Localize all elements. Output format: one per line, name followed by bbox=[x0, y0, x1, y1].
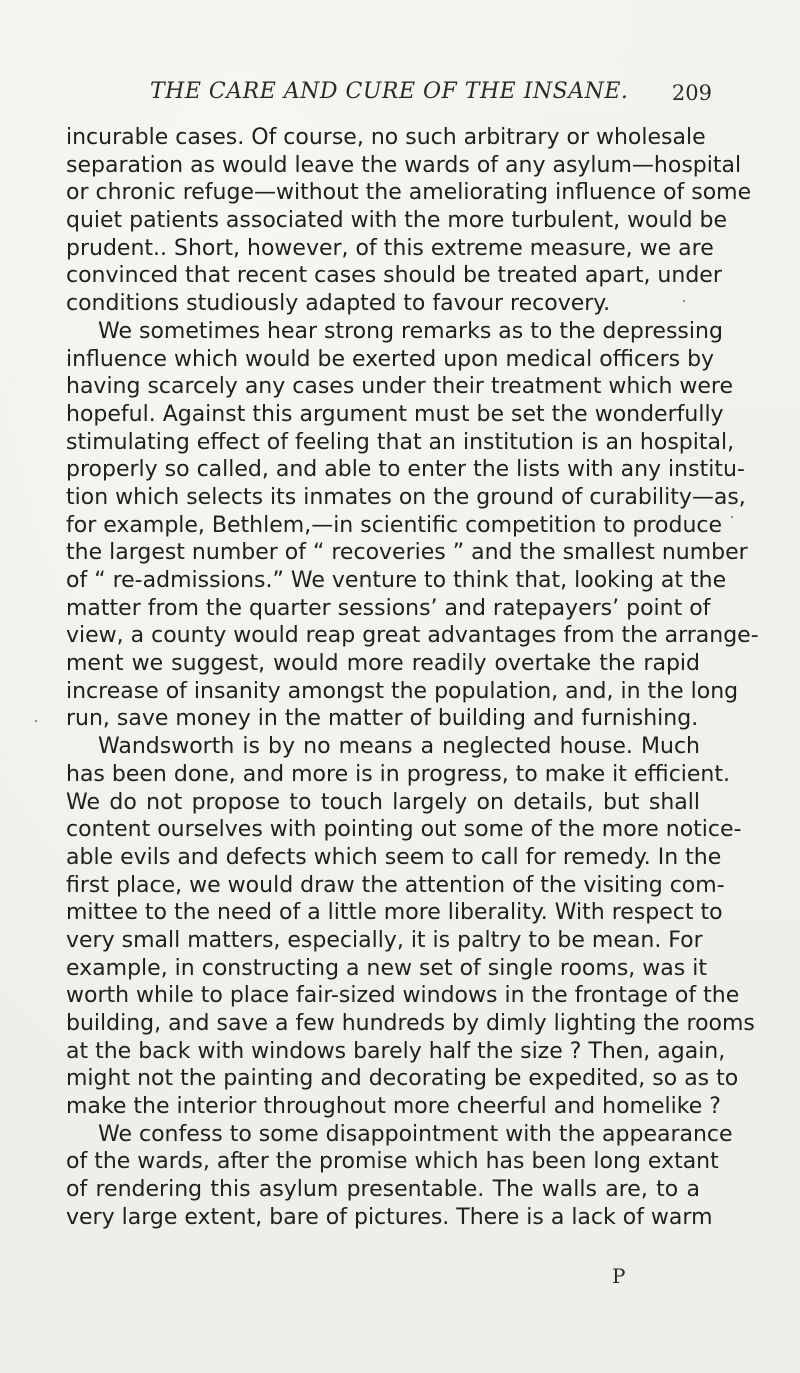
text-line: stimulating effect of feeling that an institution is an hospital, bbox=[66, 429, 735, 455]
paragraph-start-line: We confess to some disappointment with the appearance bbox=[98, 1121, 733, 1147]
text-line: separation as would leave the wards of any asylum—hospital bbox=[66, 152, 742, 178]
body-text bbox=[66, 124, 759, 1232]
text-line: having scarcely any cases under their treatment which were bbox=[66, 374, 734, 400]
text-line: prudent.. Short, however, of this extreme measure, we are bbox=[66, 235, 714, 261]
text-line: able evils and defects which seem to call for remedy. In the bbox=[66, 844, 722, 870]
paragraph-start-line: Wandsworth is by no means a neglected house. Much bbox=[98, 734, 700, 760]
paper-speck bbox=[731, 516, 733, 518]
text-line: quiet patients associated with the more turbulent, would be bbox=[66, 208, 728, 234]
text-line: run, save money in the matter of building and furnishing. bbox=[66, 706, 699, 732]
text-line: at the back with windows barely half the size ? Then, again, bbox=[66, 1038, 726, 1064]
text-line: very large extent, bare of pictures. There is a lack of warm bbox=[66, 1204, 713, 1230]
text-line: mittee to the need of a little more liberality. With respect to bbox=[66, 900, 723, 926]
paper-speck bbox=[35, 720, 37, 722]
text-line: matter from the quarter sessions’ and ratepayers’ point of bbox=[66, 595, 711, 621]
text-line: We do not propose to touch largely on details, but shall bbox=[66, 789, 700, 815]
text-line: of the wards, after the promise which has been long extant bbox=[66, 1149, 719, 1175]
text-line: make the interior throughout more cheerful and homelike ? bbox=[66, 1094, 721, 1120]
page-number: 209 bbox=[671, 81, 712, 105]
text-line: or chronic refuge—without the ameliorating influence of some bbox=[66, 180, 752, 206]
text-line: hopeful. Against this argument must be set the wonderfully bbox=[66, 401, 724, 427]
text-line: of “ re-admissions.” We venture to think that, looking at the bbox=[66, 568, 727, 593]
text-line: increase of insanity amongst the population, and, in the long bbox=[66, 678, 739, 704]
text-line: conditions studiously adapted to favour recovery. bbox=[66, 291, 611, 317]
text-line: content ourselves with pointing out some of the more notice- bbox=[66, 817, 742, 843]
text-line: ment we suggest, would more readily overtake the rapid bbox=[66, 651, 700, 677]
text-line: has been done, and more is in progress, to make it efficient. bbox=[66, 761, 730, 787]
running-header bbox=[150, 79, 712, 113]
text-line: for example, Bethlem,—in scientific competition to produce bbox=[66, 512, 723, 538]
text-line: example, in constructing a new set of single rooms, was it bbox=[66, 955, 707, 981]
paragraph-start-line: We sometimes hear strong remarks as to the depressing bbox=[98, 318, 723, 344]
text-line: incurable cases. Of course, no such arbitrary or wholesale bbox=[66, 125, 706, 150]
text-line: view, a county would reap great advantages from the arrange- bbox=[66, 623, 759, 649]
text-line: worth while to place fair-sized windows in the frontage of the bbox=[66, 983, 740, 1009]
text-line: properly so called, and able to enter the lists with any institu- bbox=[66, 457, 745, 483]
text-line: of rendering this asylum presentable. The walls are, to a bbox=[66, 1177, 700, 1203]
text-line: tion which selects its inmates on the ground of curability—as, bbox=[66, 484, 746, 510]
text-line: the largest number of “ recoveries ” and the smallest number bbox=[66, 540, 748, 566]
text-line: might not the painting and decorating be expedited, so as to bbox=[66, 1066, 739, 1092]
text-line: very small matters, especially, it is paltry to be mean. For bbox=[66, 927, 703, 953]
text-line: convinced that recent cases should be treated apart, under bbox=[66, 263, 722, 289]
text-line: first place, we would draw the attention of the visiting com- bbox=[66, 872, 725, 898]
signature-mark: P bbox=[612, 1264, 626, 1288]
running-title: THE CARE AND CURE OF THE INSANE. bbox=[150, 79, 629, 104]
paper-speck bbox=[683, 300, 685, 302]
text-line: influence which would be exerted upon medical officers by bbox=[66, 346, 715, 372]
text-line: building, and save a few hundreds by dimly lighting the rooms bbox=[66, 1011, 755, 1036]
